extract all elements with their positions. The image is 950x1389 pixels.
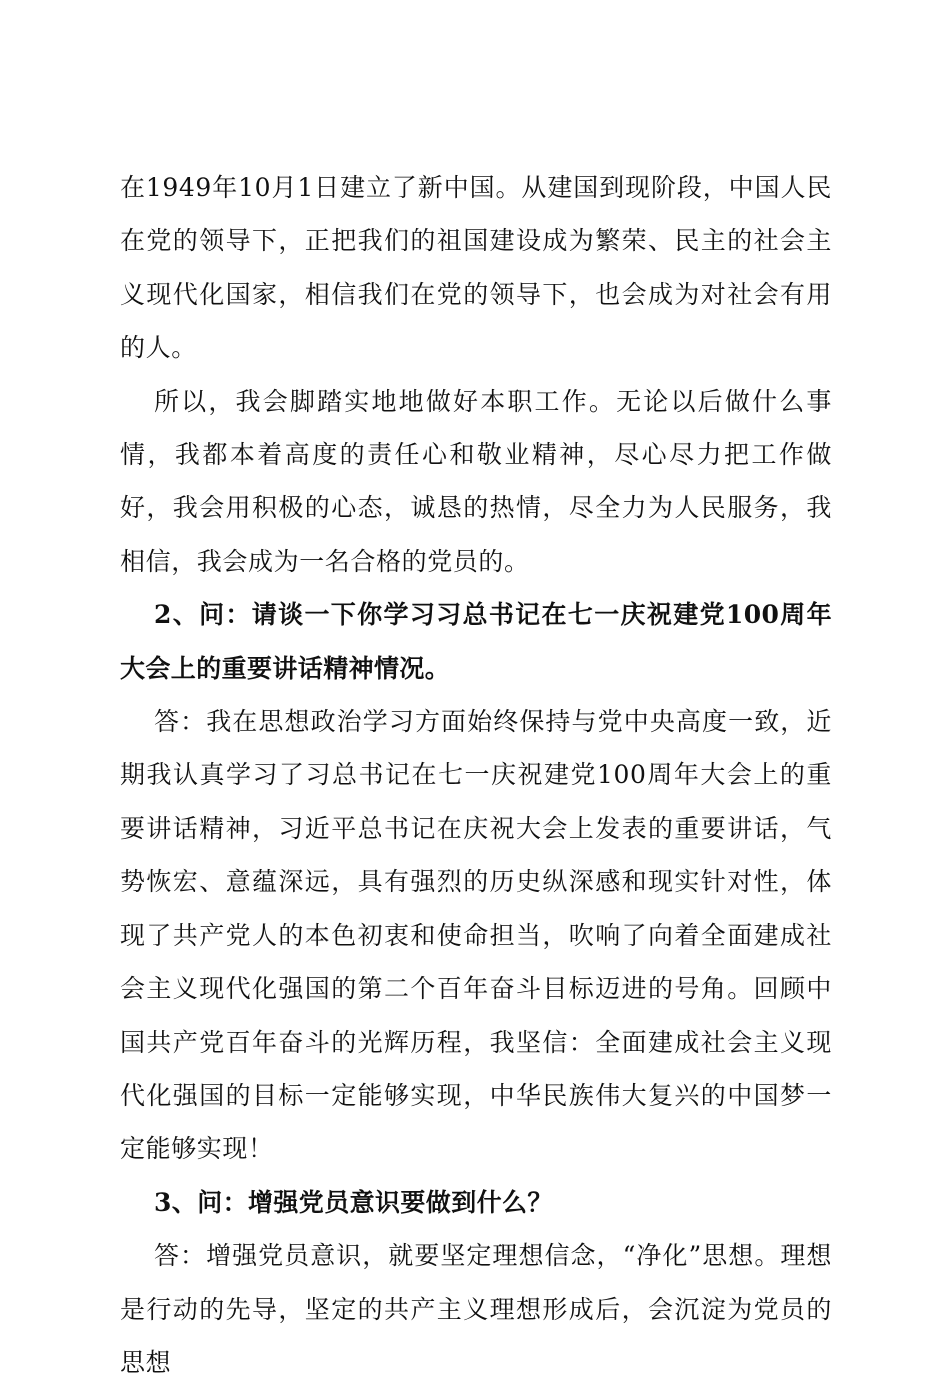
answer-3-paragraph: 答：增强党员意识，就要坚定理想信念，“净化”思想。理想是行动的先导，坚定的共产主义理想形成后，会沉淀为党员的思想 [120, 1241, 832, 1377]
paragraph-commitment: 所以，我会脚踏实地地做好本职工作。无论以后做什么事情，我都本着高度的责任心和敬业精神，尽心尽力把工作做好，我会用积极的心态，诚恳的热情，尽全力为人民服务，我相信，我会成为一名合格的党员的。 [120, 386, 832, 576]
question-2-heading: 2、问：请谈一下你学习习总书记在七一庆祝建党100周年大会上的重要讲话精神情况。 [120, 600, 832, 683]
question-3-heading: 3、问：增强党员意识要做到什么？ [154, 1187, 553, 1217]
paragraph-continuation: 在1949年10月1日建立了新中国。从建国到现阶段，中国人民在党的领导下，正把我们的祖国建设成为繁荣、民主的社会主义现代化国家，相信我们在党的领导下，也会成为对社会有用的人。 [120, 173, 832, 363]
answer-2-paragraph: 答：我在思想政治学习方面始终保持与党中央高度一致，近期我认真学习了习总书记在七一庆祝建党100周年大会上的重要讲话精神，习近平总书记在庆祝大会上发表的重要讲话，气势恢宏、意蕴深远，具有强烈的历史纵深感和现实针对性，体现了共产党人的本色初衷和使命担当，吹响了向着全面建成社会主义现代化强国的第二个百年奋斗目标迈进的号角。回顾中国共产党百年奋斗的光辉历程，我坚信：全面建成社会主义现代化强国的目标一定能够实现，中华民族伟大复兴的中国梦一定能够实现！ [120, 707, 832, 1164]
document-body [120, 161, 832, 1389]
